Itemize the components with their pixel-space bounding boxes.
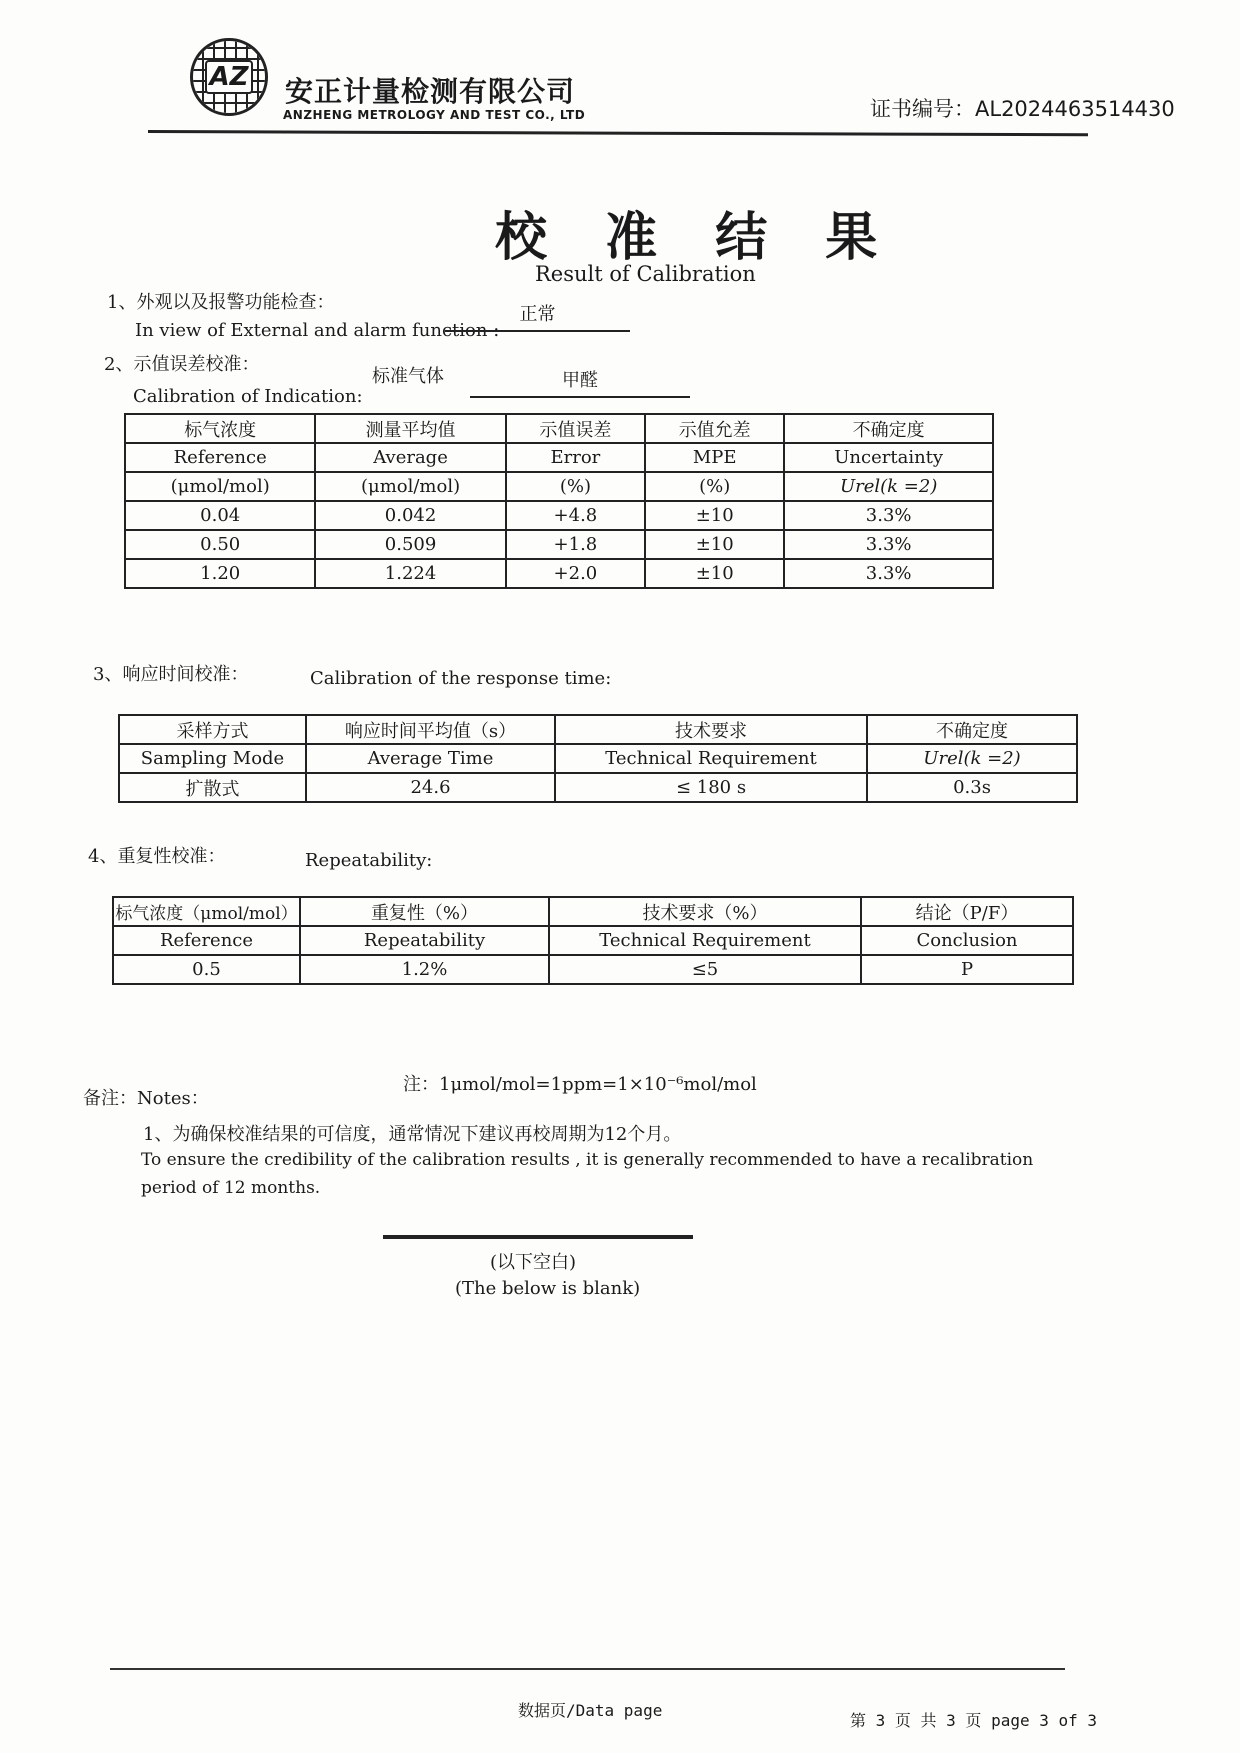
header-sampling-en: Sampling Mode [119,744,306,773]
header-requirement-cn: 技术要求（%） [549,897,861,926]
table-row [125,501,993,530]
indication-table [124,413,994,589]
header-sampling-cn: 采样方式 [119,715,306,744]
certificate-number [870,93,1175,123]
unit-note: 注：1μmol/mol=1ppm=1×10⁻⁶mol/mol [403,1074,757,1095]
cell: 扩散式 [119,773,306,802]
header-uncertainty-cn: 不确定度 [867,715,1077,744]
logo-text: AZ [205,60,254,94]
section1-label-cn: 1、外观以及报警功能检查： [107,292,335,313]
cell: 0.5 [113,955,300,984]
section1-value: 正常 [445,300,630,332]
header-requirement-cn: 技术要求 [555,715,867,744]
header-error-en: Error [506,443,645,472]
section3-label-cn: 3、响应时间校准： [93,664,249,685]
table-header-row [119,715,1077,744]
table-header-row [125,443,993,472]
table-row [113,955,1073,984]
cell: +1.8 [506,530,645,559]
table-header-row [125,472,993,501]
cell: 0.50 [125,530,315,559]
header-error-unit: (%) [506,472,645,501]
company-logo [190,38,268,116]
header-error-cn: 示值误差 [506,414,645,443]
section4-label-cn: 4、重复性校准： [88,846,226,867]
company-name-cn: 安正计量检测有限公司 [285,75,576,108]
header-average-time-en: Average Time [306,744,555,773]
header-conclusion-cn: 结论（P/F） [861,897,1073,926]
header-reference-unit: (μmol/mol) [125,472,315,501]
cell: 1.20 [125,559,315,588]
footer-page-info: 第 3 页 共 3 页 page 3 of 3 [850,1711,1098,1730]
table-row [125,559,993,588]
cell: +2.0 [506,559,645,588]
blank-divider [383,1235,693,1239]
page-title-cn: 校 准 结 果 [495,208,898,268]
header-mpe-unit: (%) [645,472,784,501]
table-header-row [113,897,1073,926]
header-mpe-cn: 示值允差 [645,414,784,443]
header-conclusion-en: Conclusion [861,926,1073,955]
section1-label-en: In view of External and alarm function : [135,320,500,341]
header-repeatability-cn: 重复性（%） [300,897,549,926]
standard-gas-label: 标准气体 [372,366,444,387]
section2-label-en: Calibration of Indication: [133,386,363,407]
header-uncertainty-cn: 不确定度 [784,414,993,443]
footer-rule [110,1668,1065,1670]
header-reference-en: Reference [125,443,315,472]
header-average-time-cn: 响应时间平均值（s） [306,715,555,744]
table-row [119,773,1077,802]
cell: ±10 [645,530,784,559]
cell: 3.3% [784,559,993,588]
header-average-cn: 测量平均值 [315,414,505,443]
header-uncertainty-unit: Urel(k =2) [867,744,1077,773]
table-header-row [125,414,993,443]
header-reference-cn: 标气浓度 [125,414,315,443]
cell: 3.3% [784,530,993,559]
cell: ±10 [645,559,784,588]
header-reference-cn: 标气浓度（μmol/mol） [113,897,300,926]
standard-gas-value: 甲醛 [470,366,690,398]
cell: 0.3s [867,773,1077,802]
page-title-en: Result of Calibration [535,262,756,286]
table-row [125,530,993,559]
notes-item-cn: 1、为确保校准结果的可信度，通常情况下建议再校周期为12个月。 [143,1124,682,1145]
notes-label: 备注：Notes： [83,1088,209,1109]
footer-data-page: 数据页/Data page [518,1701,663,1720]
header-requirement-en: Technical Requirement [555,744,867,773]
header-requirement-en: Technical Requirement [549,926,861,955]
cell: ±10 [645,501,784,530]
certificate-label: 证书编号： [870,97,975,121]
cell: 0.04 [125,501,315,530]
notes-item-en-2: period of 12 months. [141,1178,321,1198]
table-header-row [119,744,1077,773]
section4-label-en: Repeatability: [305,850,433,871]
notes-item-en-1: To ensure the credibility of the calibration results , it is generally recommended to have a recalibration [141,1150,1034,1170]
header-uncertainty-unit: Urel(k =2) [784,472,993,501]
header-rule [148,130,1088,136]
response-time-table [118,714,1078,803]
cell: ≤5 [549,955,861,984]
table-header-row [113,926,1073,955]
header-average-unit: (μmol/mol) [315,472,505,501]
section3-label-en: Calibration of the response time: [310,668,612,689]
cell: 24.6 [306,773,555,802]
cell: 3.3% [784,501,993,530]
section2-label-cn: 2、示值误差校准： [104,354,260,375]
blank-note-en: (The below is blank) [455,1278,641,1299]
repeatability-table [112,896,1074,985]
header-mpe-en: MPE [645,443,784,472]
cell: 1.2% [300,955,549,984]
cell: 1.224 [315,559,505,588]
cell: 0.042 [315,501,505,530]
blank-note-cn: (以下空白) [490,1252,577,1273]
cell: ≤ 180 s [555,773,867,802]
cell: P [861,955,1073,984]
header-average-en: Average [315,443,505,472]
company-name-en: ANZHENG METROLOGY AND TEST CO., LTD [283,108,586,122]
cell: +4.8 [506,501,645,530]
certificate-value: AL2024463514430 [975,97,1175,121]
header-uncertainty-en: Uncertainty [784,443,993,472]
header-reference-en: Reference [113,926,300,955]
header-repeatability-en: Repeatability [300,926,549,955]
cell: 0.509 [315,530,505,559]
